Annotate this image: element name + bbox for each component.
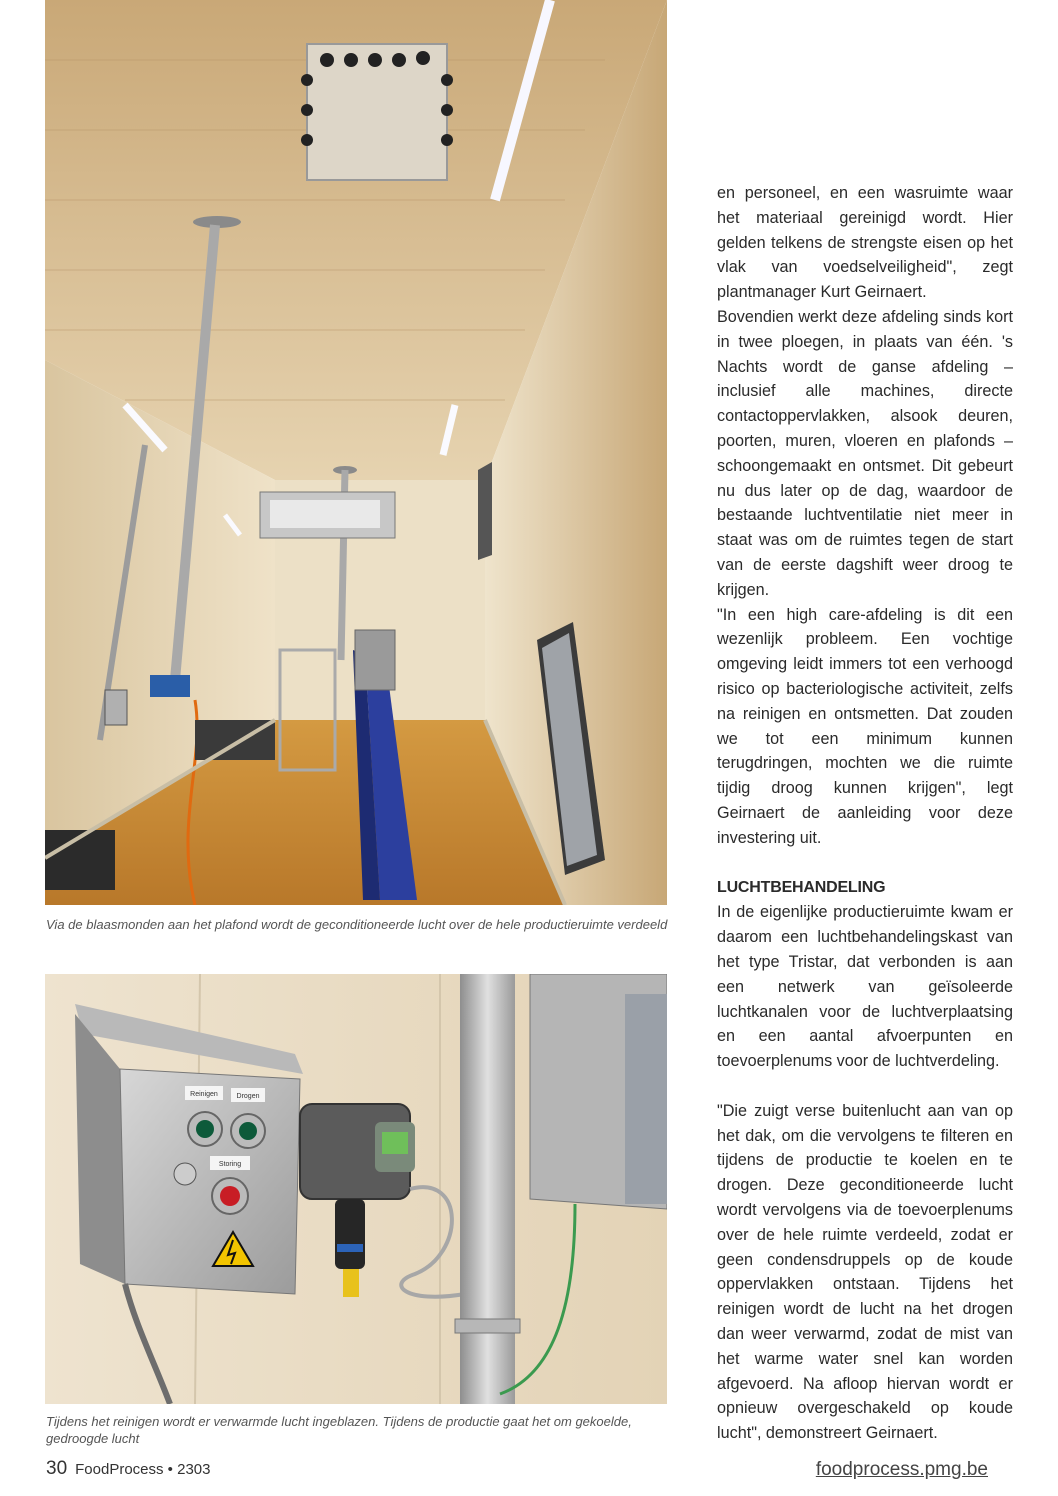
website-link[interactable]: foodprocess.pmg.be: [815, 1459, 988, 1480]
label-drogen: Drogen: [236, 1093, 260, 1100]
control-panel-illustration: [45, 974, 667, 1404]
photo-caption: Tijdens het reinigen wordt er verwarmde lucht ingeblazen. Tijdens de productie gaat het om gekoelde, gedroogde lucht: [46, 1414, 632, 1446]
article-paragraph: en personeel, en een wasruimte waar het materiaal gereinigd wordt. Hier gelden telkens de strengste eisen op het vlak van voedselveiligheid", zegt plantmanager Kurt Geirnaert.: [717, 184, 1013, 302]
article-paragraph: "Die zuigt verse buitenlucht aan van op het dak, om die vervolgens te filteren en tijdens de productie te koelen en te drogen. Deze geconditioneerde lucht wordt vervolgens via de toevoerplenums over de hele ruimte verdeeld, zodat er geen condensdruppels op de koude oppervlakken ontstaan. Tijdens het reinigen wordt de lucht na het drogen dan weer verwarmd, zodat de mist van het warme water snel kan worden afgevoerd. Na afloop hiervan wordt er opnieuw overgeschakeld op koude lucht", demonstreert Geirnaert.: [717, 1101, 1013, 1443]
page-number: 30: [46, 1458, 68, 1479]
article-paragraph: Bovendien werkt deze afdeling sinds kort in twee ploegen, in plaats van één. 's Nachts wordt de ganse afdeling – inclusief alle machines, directe contactoppervlakken, alsook deuren, poorten, muren, vloeren en plafonds – schoongemaakt en ontsmet. Dit gebeurt nu dus later op de dag, waardoor de bestaande luchtventilatie niet meer in staat was om de ruimtes tegen de start van de eerste dagshift weer droog te krijgen.: [717, 307, 1013, 599]
production-room-illustration: [45, 0, 667, 905]
production-room-photo: [45, 0, 667, 905]
label-reinigen: Reinigen: [190, 1091, 218, 1098]
control-panel-photo: [45, 974, 667, 1404]
label-storing: Storing: [218, 1161, 242, 1168]
publication-name: FoodProcess • 2303: [75, 1461, 211, 1478]
article-paragraph: In de eigenlijke productieruimte kwam er daarom een luchtbehandelingskast van het type Tristar, dat verbonden is aan een netwerk van geïsoleerde luchtkanalen voor de luchtverplaatsing en een aantal afvoerpunten en toevoerplenums voor de luchtverdeling.: [717, 903, 1013, 1071]
section-heading: LUCHTBEHANDELING: [717, 878, 886, 896]
photo-caption: Via de blaasmonden aan het plafond wordt de geconditioneerde lucht over de hele productieruimte verdeeld: [46, 917, 668, 932]
article-paragraph: "In een high care-afdeling is dit een wezenlijk probleem. Een vochtige omgeving leidt immers tot een verhoogd risico op bacteriologische activiteit, zelfs na reinigen en ontsmetten. Dat zouden we tot een minimum kunnen terugdringen, mochten we die ruimte tijdig droog kunnen krijgen", legt Geirnaert de aanleiding voor deze investering uit.: [717, 605, 1013, 847]
article-column: [717, 181, 1013, 1446]
page-footer: [46, 1458, 210, 1480]
